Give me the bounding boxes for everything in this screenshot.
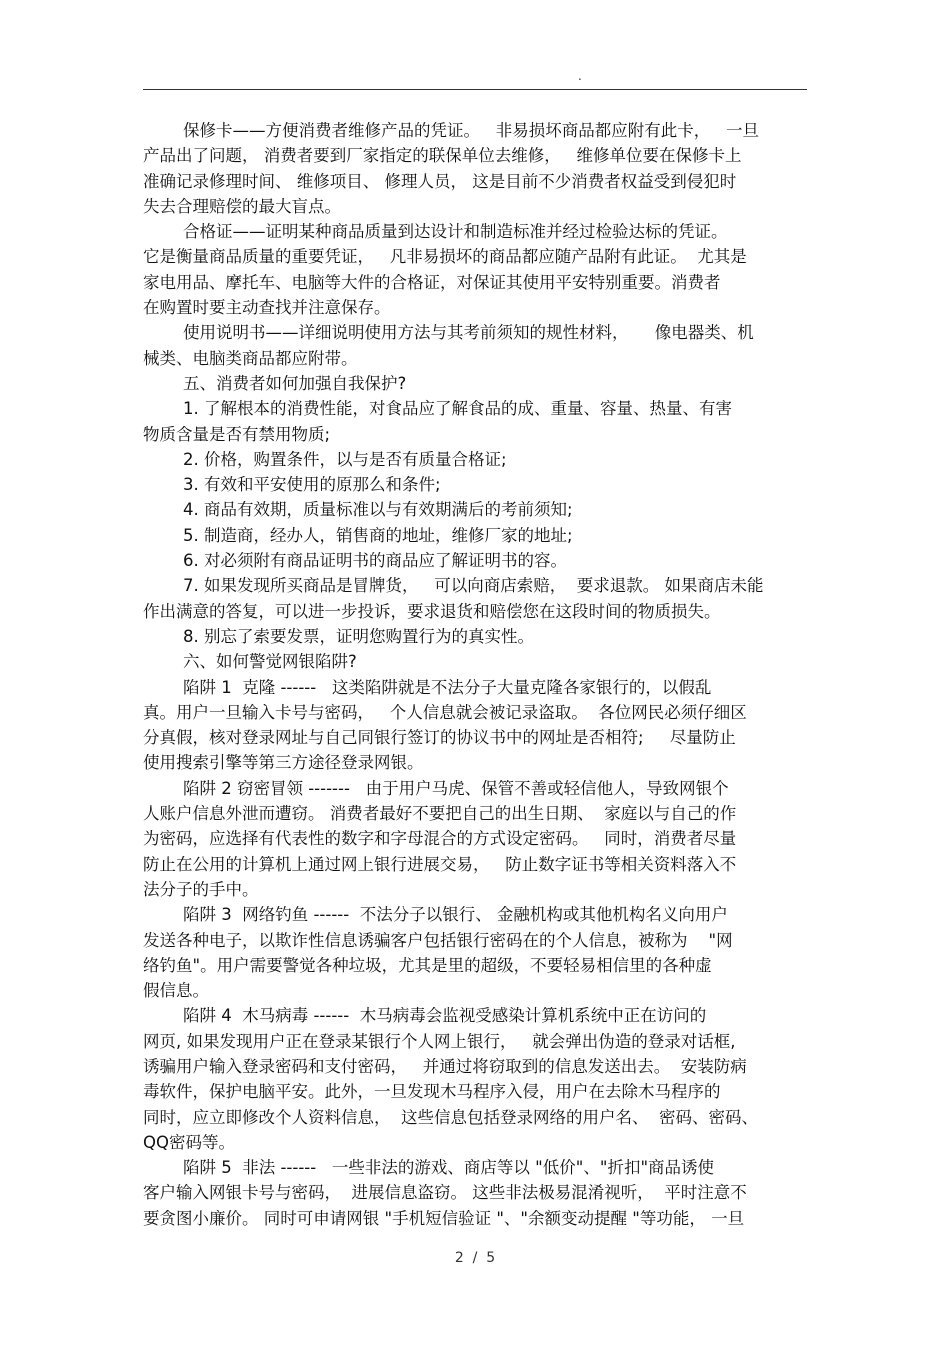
text-line: 陷阱 5 非法 ------ 一些非法的游戏、商店等以 "低价"、"折扣"商品诱使 bbox=[183, 1158, 715, 1178]
text-line: 在购置时要主动查找并注意保存。 bbox=[143, 298, 391, 318]
text-line: 发送各种电子，以欺诈性信息诱骗客户包括银行密码在的个人信息，被称为 "网 bbox=[143, 930, 733, 950]
text-line: 失去合理赔偿的最大盲点。 bbox=[143, 196, 341, 216]
text-line: 陷阱 2 窃密冒领 ------- 由于用户马虎、保管不善或轻信他人，导致网银个 bbox=[183, 778, 729, 798]
text-line: 络钓鱼"。用户需要警觉各种垃圾，尤其是里的超级，不要轻易相信里的各种虚 bbox=[143, 955, 712, 975]
text-line: 3. 有效和平安使用的原那么和条件; bbox=[183, 475, 441, 495]
text-line: 客户输入网银卡号与密码， 进展信息盗窃。 这些非法极易混淆视听， 平时注意不 bbox=[143, 1183, 747, 1203]
text-line: 械类、电脑类商品都应附带。 bbox=[143, 348, 358, 368]
text-line: 网页, 如果发现用户正在登录某银行个人网上银行， 就会弹出伪造的登录对话框, bbox=[143, 1031, 736, 1051]
header-rule bbox=[143, 89, 807, 90]
text-line: 8. 别忘了索要发票，证明您购置行为的真实性。 bbox=[183, 626, 534, 646]
text-line: 陷阱 4 木马病毒 ------ 木马病毒会监视受感染计算机系统中正在访问的 bbox=[183, 1006, 707, 1026]
text-line: 五、消费者如何加强自我保护? bbox=[183, 373, 407, 393]
text-line: 产品出了问题， 消费者要到厂家指定的联保单位去维修， 维修单位要在保修卡上 bbox=[143, 146, 742, 166]
text-line: 使用搜索引擎等第三方途径登录网银。 bbox=[143, 753, 424, 773]
text-line: 5. 制造商，经办人，销售商的地址，维修厂家的地址; bbox=[183, 525, 573, 545]
text-line: 合格证——证明某种商品质量到达设计和制造标准并经过检验达标的凭证。 bbox=[183, 222, 728, 242]
text-line: 陷阱 3 网络钓鱼 ------ 不法分子以银行、 金融机构或其他机构名义向用户 bbox=[183, 905, 728, 925]
text-line: QQ密码等。 bbox=[143, 1132, 235, 1152]
text-line: 防止在公用的计算机上通过网上银行进展交易， 防止数字证书等相关资料落入不 bbox=[143, 854, 737, 874]
text-line: 毒软件，保护电脑平安。此外，一旦发现木马程序入侵，用户在去除木马程序的 bbox=[143, 1082, 721, 1102]
text-line: 2. 价格，购置条件，以与是否有质量合格证; bbox=[183, 449, 507, 469]
text-line: 假信息。 bbox=[143, 981, 209, 1001]
header-mark: . bbox=[578, 69, 582, 83]
text-line: 人账户信息外泄而遭窃。 消费者最好不要把自己的出生日期、 家庭以与自己的作 bbox=[143, 804, 737, 824]
text-line: 它是衡量商品质量的重要凭证， 凡非易损坏的商品都应随产品附有此证。 尤其是 bbox=[143, 247, 747, 267]
text-line: 1. 了解根本的消费性能，对食品应了解食品的成、重量、容量、热量、有害 bbox=[183, 399, 732, 419]
text-line: 保修卡——方便消费者维修产品的凭证。 非易损坏商品都应附有此卡， 一旦 bbox=[183, 121, 759, 140]
text-line: 家电用品、摩托车、电脑等大件的合格证，对保证其使用平安特别重要。消费者 bbox=[143, 272, 721, 292]
page-number: 2 / 5 bbox=[454, 1250, 496, 1266]
text-line: 物质含量是否有禁用物质; bbox=[143, 424, 331, 444]
text-line: 分真假，核对登录网址与自己同银行签订的协议书中的网址是否相符; 尽量防止 bbox=[143, 728, 736, 748]
text-line: 7. 如果发现所买商品是冒牌货， 可以向商店索赔， 要求退款。 如果商店未能 bbox=[183, 576, 764, 596]
text-line: 使用说明书——详细说明使用方法与其考前须知的规性材料， 像电器类、机 bbox=[183, 323, 754, 343]
text-line: 陷阱 1 克隆 ------ 这类陷阱就是不法分子大量克隆各家银行的，以假乱 bbox=[183, 677, 712, 697]
text-line: 同时，应立即修改个人资料信息， 这些信息包括登录网络的用户名、 密码、密码、 bbox=[143, 1107, 758, 1127]
text-line: 为密码，应选择有代表性的数字和字母混合的方式设定密码。 同时，消费者尽量 bbox=[143, 829, 737, 849]
text-line: 4. 商品有效期，质量标准以与有效期满后的考前须知; bbox=[183, 500, 573, 520]
text-line: 准确记录修理时间、 维修项目、 修理人员， 这是目前不少消费者权益受到侵犯时 bbox=[143, 171, 737, 191]
text-line: 6. 对必须附有商品证明书的商品应了解证明书的容。 bbox=[183, 551, 567, 571]
text-line: 诱骗用户输入登录密码和支付密码， 并通过将窃取到的信息发送出去。 安装防病 bbox=[143, 1056, 747, 1076]
document-body bbox=[143, 118, 807, 1231]
text-line: 作出满意的答复，可以进一步投诉，要求退货和赔偿您在这段时间的物质损失。 bbox=[143, 601, 721, 621]
text-line: 六、如何警觉网银陷阱? bbox=[183, 652, 357, 672]
text-line: 真。用户一旦输入卡号与密码， 个人信息就会被记录盗取。 各位网民必须仔细区 bbox=[143, 702, 747, 722]
text-line: 要贪图小廉价。 同时可申请网银 "手机短信验证 "、"余额变动提醒 "等功能， 一旦 bbox=[143, 1208, 745, 1228]
text-line: 法分子的手中。 bbox=[143, 879, 259, 899]
